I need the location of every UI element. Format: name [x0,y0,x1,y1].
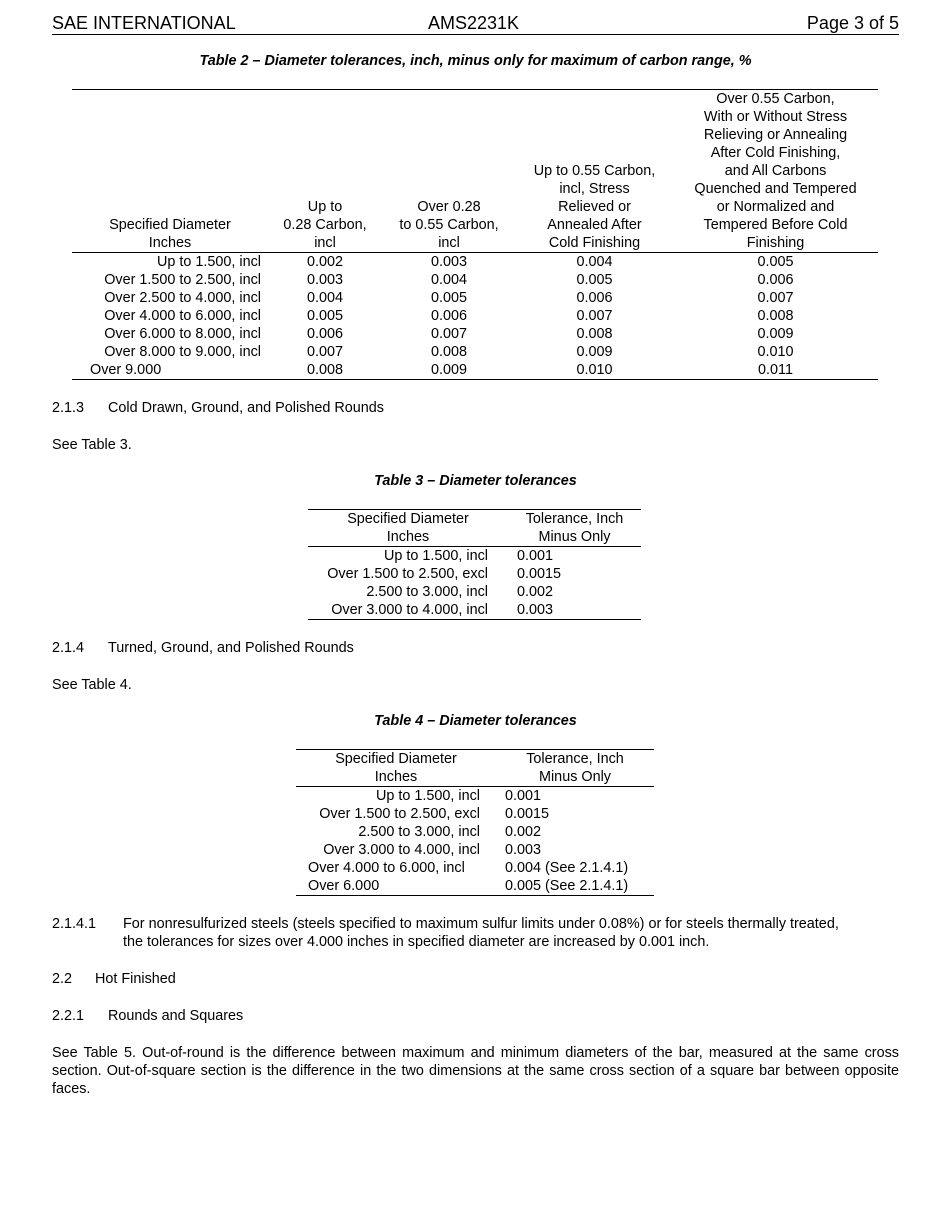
header-line: Annealed After [547,217,642,233]
table-row [296,859,654,877]
table2-col-header-4 [673,90,878,253]
tolerance-cell: 0.007 [430,326,467,342]
section-title: Turned, Ground, and Polished Rounds [108,640,354,656]
diameter-cell: Over 9.000 [72,361,268,380]
table2-col-header-1 [268,90,382,253]
table3-caption: Table 3 – Diameter tolerances [374,473,577,489]
diameter-cell: Over 3.000 to 4.000, incl [308,601,508,620]
table3-header-row [308,510,641,547]
section-title: Cold Drawn, Ground, and Polished Rounds [108,400,384,416]
tolerance-cell: 0.003 [508,601,641,620]
page-header [52,12,899,35]
header-page-number: Page 3 of 5 [806,13,899,33]
header-line: Tolerance, Inch [526,751,624,767]
section-2-1-4-1 [52,915,899,951]
diameter-cell: Over 4.000 to 6.000, incl [104,308,261,324]
header-line: incl, Stress [559,181,630,197]
header-line: Cold Finishing [548,235,641,251]
tolerance-cell: 0.005 [430,290,467,306]
header-line: or Normalized and [716,199,835,215]
section-2-1-4-heading [52,639,354,657]
header-line: Inches [386,529,430,545]
header-line: incl [438,235,460,251]
tolerance-cell: 0.011 [673,361,878,380]
header-line: Finishing [746,235,805,251]
diameter-cell: Over 1.500 to 2.500, incl [104,272,261,288]
table3 [308,509,641,620]
tolerance-cell: 0.001 [505,788,542,804]
section-number: 2.1.4.1 [52,916,97,932]
tolerance-cell: 0.006 [757,272,794,288]
tolerance-cell: 0.005 [576,272,613,288]
table2-header-row [72,90,878,253]
tolerance-cell: 0.002 [306,254,343,270]
table2-col-header-0 [72,90,268,253]
table-row [72,307,878,325]
tolerance-cell: 0.007 [757,290,794,306]
diameter-cell: Up to 1.500, incl [376,788,480,804]
tolerance-cell: 0.003 [505,842,542,858]
table4-header-row [296,750,654,787]
diameter-cell: Up to 1.500, incl [157,254,261,270]
header-doc-number: AMS2231K [428,13,520,33]
section-2-1-4-1-line2: the tolerances for sizes over 4.000 inches in specified diameter are increased by 0.001 inch. [123,934,710,950]
section-title: Hot Finished [95,971,176,987]
diameter-cell: Up to 1.500, incl [384,548,488,564]
tolerance-cell: 0.003 [306,272,343,288]
header-line: Specified Diameter [109,217,231,233]
table-row [72,289,878,307]
see-table-3: See Table 3. [52,437,132,453]
table3-col-header-1 [508,510,641,547]
header-line: Tempered Before Cold [703,217,848,233]
diameter-cell: 2.500 to 3.000, incl [366,584,488,600]
tolerance-cell: 0.008 [430,344,467,360]
diameter-cell: Over 2.500 to 4.000, incl [104,290,261,306]
header-line: Tolerance, Inch [525,511,624,527]
tolerance-cell: 0.004 (See 2.1.4.1) [505,860,629,876]
section-title: Rounds and Squares [108,1008,244,1024]
table-row [308,583,641,601]
diameter-cell: Over 6.000 [296,877,496,896]
section-2-2-heading [52,970,176,988]
tolerance-cell: 0.001 [517,548,554,564]
table-row [308,565,641,583]
tolerance-cell: 0.005 (See 2.1.4.1) [496,877,654,896]
header-line: With or Without Stress [703,109,848,125]
diameter-cell: 2.500 to 3.000, incl [358,824,480,840]
header-line: Minus Only [538,529,611,545]
table-row [72,343,878,361]
tolerance-cell: 0.006 [576,290,613,306]
table4-col-header-1 [496,750,654,787]
diameter-cell: Over 1.500 to 2.500, excl [327,566,488,582]
table4-col-header-0 [296,750,496,787]
section-number: 2.2.1 [52,1008,85,1024]
table4 [296,749,654,896]
tolerance-cell: 0.008 [268,361,382,380]
table2-col-header-2 [382,90,516,253]
tolerance-cell: 0.008 [757,308,794,324]
tolerance-cell: 0.010 [757,344,794,360]
table2 [72,89,878,380]
diameter-cell: Over 4.000 to 6.000, incl [308,860,465,876]
header-publisher: SAE INTERNATIONAL [52,13,236,33]
table3-body [308,547,641,620]
tolerance-cell: 0.007 [306,344,343,360]
tolerance-cell: 0.006 [430,308,467,324]
table-row [308,601,641,620]
see-table-4: See Table 4. [52,677,132,693]
header-line: Inches [374,769,418,785]
tolerance-cell: 0.002 [505,824,542,840]
table4-body [296,787,654,896]
tolerance-cell: 0.003 [430,254,467,270]
header-line: Up to [307,199,343,215]
table3-col-header-0 [308,510,508,547]
section-number: 2.1.4 [52,640,85,656]
header-line: Minus Only [539,769,611,785]
section-2-2-1-paragraph: See Table 5. Out-of-round is the difference between maximum and minimum diameters of the bar, measured at the same cross section. Out-of-square section is the difference in the two dimensions at the same cross section of a square bar between opposite faces. [52,1045,899,1097]
header-line: After Cold Finishing, [710,145,841,161]
tolerance-cell: 0.0015 [517,566,562,582]
section-2-1-3-heading [52,399,384,417]
tolerance-cell: 0.008 [576,326,613,342]
section-number: 2.1.3 [52,400,85,416]
tolerance-cell: 0.009 [757,326,794,342]
tolerance-cell: 0.007 [576,308,613,324]
table-row [72,325,878,343]
header-line: Inches [148,235,192,251]
diameter-cell: Over 6.000 to 8.000, incl [104,326,261,342]
table-row [296,841,654,859]
header-line: to 0.55 Carbon, [399,217,499,233]
table-row [296,823,654,841]
tolerance-cell: 0.009 [382,361,516,380]
table2-body [72,253,878,380]
table4-caption: Table 4 – Diameter tolerances [374,713,577,729]
tolerance-cell: 0.004 [576,254,613,270]
tolerance-cell: 0.004 [430,272,467,288]
section-2-2-1-heading [52,1007,243,1025]
header-line: Specified Diameter [347,511,469,527]
section-number: 2.2 [52,971,73,987]
table2-caption: Table 2 – Diameter tolerances, inch, minus only for maximum of carbon range, % [199,53,752,69]
header-line: Quenched and Tempered [694,181,857,197]
table-row [296,877,654,896]
tolerance-cell: 0.0015 [505,806,550,822]
header-line: Relieving or Annealing [703,127,848,143]
table-row [296,805,654,823]
tolerance-cell: 0.004 [306,290,343,306]
header-line: Specified Diameter [335,751,457,767]
header-line: Relieved or [558,199,631,215]
table-row [72,271,878,289]
diameter-cell: Over 8.000 to 9.000, incl [104,344,261,360]
header-line: 0.28 Carbon, [283,217,367,233]
tolerance-cell: 0.010 [516,361,673,380]
header-line: Over 0.55 Carbon, [716,91,835,107]
tolerance-cell: 0.005 [757,254,794,270]
table-row [72,361,878,380]
header-line: and All Carbons [724,163,827,179]
table2-col-header-3 [516,90,673,253]
table-row [296,787,654,806]
table-row [308,547,641,566]
header-line: Up to 0.55 Carbon, [533,163,656,179]
section-2-1-4-1-line1: For nonresulfurized steels (steels specified to maximum sulfur limits under 0.08%) or for steels thermally treated, [123,916,839,932]
diameter-cell: Over 1.500 to 2.500, excl [319,806,480,822]
header-line: incl [314,235,336,251]
diameter-cell: Over 3.000 to 4.000, incl [323,842,480,858]
tolerance-cell: 0.005 [306,308,343,324]
table-row [72,253,878,272]
tolerance-cell: 0.002 [517,584,554,600]
header-line: Over 0.28 [417,199,481,215]
tolerance-cell: 0.006 [306,326,343,342]
tolerance-cell: 0.009 [576,344,613,360]
